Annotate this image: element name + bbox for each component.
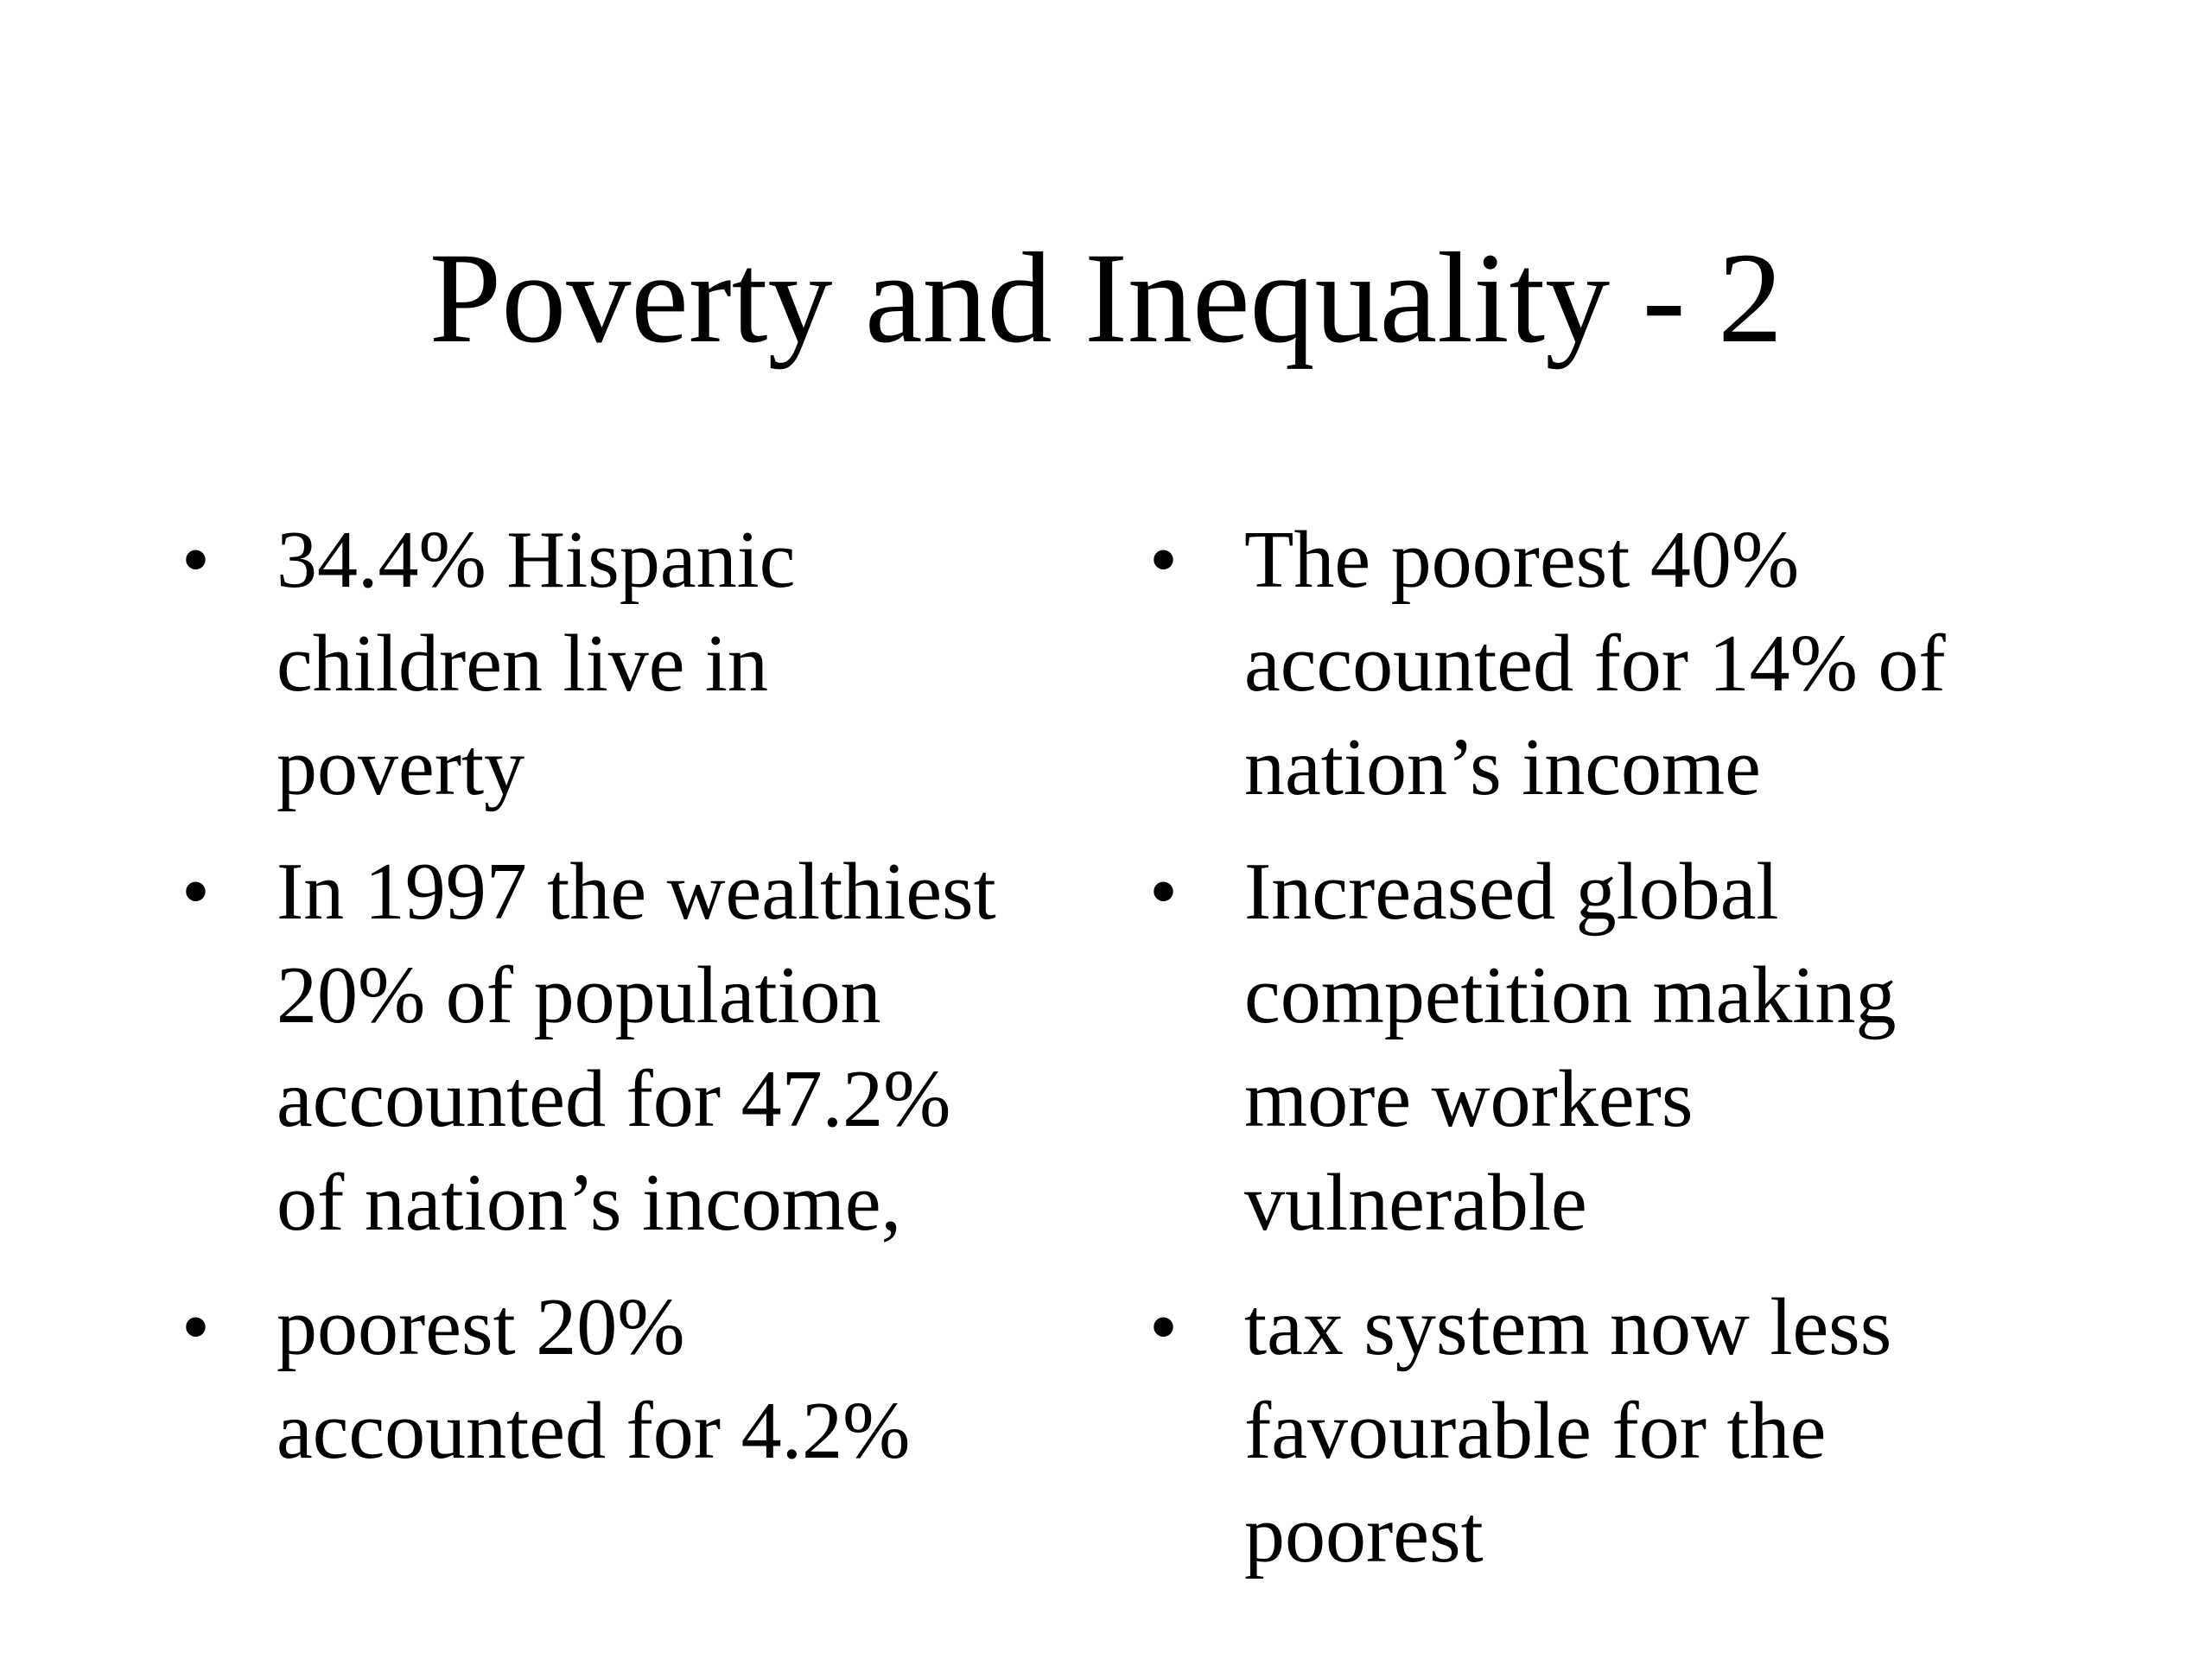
bullet-text: tax system now less favourable for the poorest (1244, 1282, 1892, 1580)
bullet-item (181, 840, 1071, 1255)
bullet-icon: • (1149, 847, 1178, 937)
bullet-item (1149, 1275, 2065, 1586)
bullet-text: 34.4% Hispanic children live in poverty (276, 515, 796, 812)
bullet-item (1149, 508, 2065, 819)
bullet-text: Increased global competition making more workers vulnerable (1244, 847, 1897, 1248)
bullet-text: In 1997 the wealthiest 20% of population accounted for 47.2% of nation’s income, (276, 847, 996, 1248)
bullet-item (181, 508, 1071, 819)
right-bullet-list (1149, 508, 2065, 1607)
bullet-item (1149, 840, 2065, 1255)
bullet-text: The poorest 40% accounted for 14% of nation’s income (1244, 515, 1946, 812)
bullet-icon: • (181, 847, 210, 937)
left-bullet-list (181, 508, 1071, 1503)
bullet-icon: • (1149, 1282, 1178, 1372)
slide-title: Poverty and Inequality - 2 (429, 226, 1783, 370)
bullet-text: poorest 20% accounted for 4.2% (276, 1282, 911, 1476)
bullet-icon: • (181, 515, 210, 605)
bullet-icon: • (1149, 515, 1178, 605)
bullet-item (181, 1275, 1071, 1483)
bullet-icon: • (181, 1282, 210, 1372)
